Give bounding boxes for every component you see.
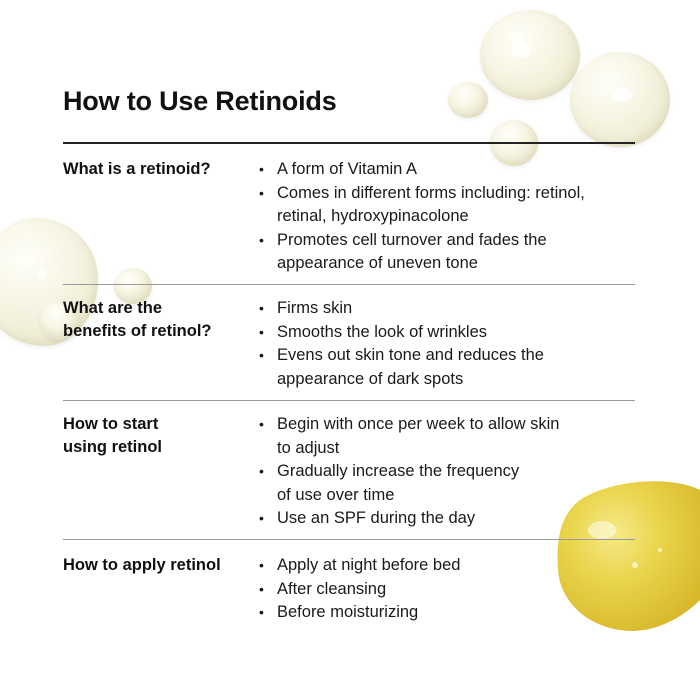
list-item xyxy=(259,229,639,276)
bullet-icon: • xyxy=(259,161,264,177)
list-item xyxy=(259,578,639,602)
bullet-icon: • xyxy=(259,347,264,363)
bullet-icon: • xyxy=(259,604,264,620)
cream-drop-highlight xyxy=(612,88,632,102)
list-item xyxy=(259,507,639,531)
list-item xyxy=(259,158,639,182)
section-bullet-list xyxy=(259,297,639,391)
section-label: How to apply retinol xyxy=(63,556,221,574)
list-item-text: After cleansing xyxy=(277,579,387,598)
section-divider xyxy=(63,284,635,285)
section-bullet-list xyxy=(259,158,639,276)
list-item xyxy=(259,460,639,507)
section-label: How to start using retinol xyxy=(63,415,162,456)
bullet-icon: • xyxy=(259,463,264,479)
cream-drop-large xyxy=(480,10,580,100)
list-item-text: Use an SPF during the day xyxy=(277,509,476,527)
list-item-text: A form of Vitamin A xyxy=(277,160,418,178)
bullet-icon: • xyxy=(259,557,264,573)
list-item-text: Gradually increase the frequency of use over time xyxy=(277,462,520,504)
list-item-text: Firms skin xyxy=(277,299,353,317)
list-item-text: Smooths the look of wrinkles xyxy=(277,322,488,341)
cream-blob-highlight xyxy=(38,270,46,278)
list-item xyxy=(259,413,639,460)
list-item-text: Begin with once per week to allow skin to adjust xyxy=(277,415,560,457)
bullet-icon: • xyxy=(259,231,264,248)
list-item-text: Evens out skin tone and reduces the appearance of dark spots xyxy=(277,346,544,388)
title-divider xyxy=(63,142,635,144)
list-item-text: Comes in different forms including: retinol, retinal, hydroxypinacolone xyxy=(277,183,585,225)
section-label: What is a retinoid? xyxy=(63,160,211,178)
cream-swatch-cluster-top-right xyxy=(440,0,700,170)
list-item xyxy=(259,182,639,229)
section-label: What are the benefits of retinol? xyxy=(63,299,212,340)
section-bullet-list xyxy=(259,554,639,625)
list-item-text: Apply at night before bed xyxy=(277,556,461,574)
list-item xyxy=(259,297,639,321)
list-item xyxy=(259,321,639,345)
page-title: How to Use Retinoids xyxy=(63,86,337,116)
section-divider xyxy=(63,400,635,401)
list-item-text: Before moisturizing xyxy=(277,603,419,621)
bullet-icon: • xyxy=(259,510,264,526)
cream-drop-small xyxy=(448,82,488,118)
list-item xyxy=(259,601,639,625)
bullet-icon: • xyxy=(259,300,264,316)
bullet-icon: • xyxy=(259,184,264,201)
list-item xyxy=(259,344,639,391)
bullet-icon: • xyxy=(259,580,264,597)
section-divider xyxy=(63,539,635,540)
bullet-icon: • xyxy=(259,416,264,432)
bullet-icon: • xyxy=(259,323,264,340)
list-item xyxy=(259,554,639,578)
section-bullet-list xyxy=(259,413,639,531)
cream-drop-highlight xyxy=(512,44,530,58)
list-item-text: Promotes cell turnover and fades the appearance of uneven tone xyxy=(277,230,547,272)
